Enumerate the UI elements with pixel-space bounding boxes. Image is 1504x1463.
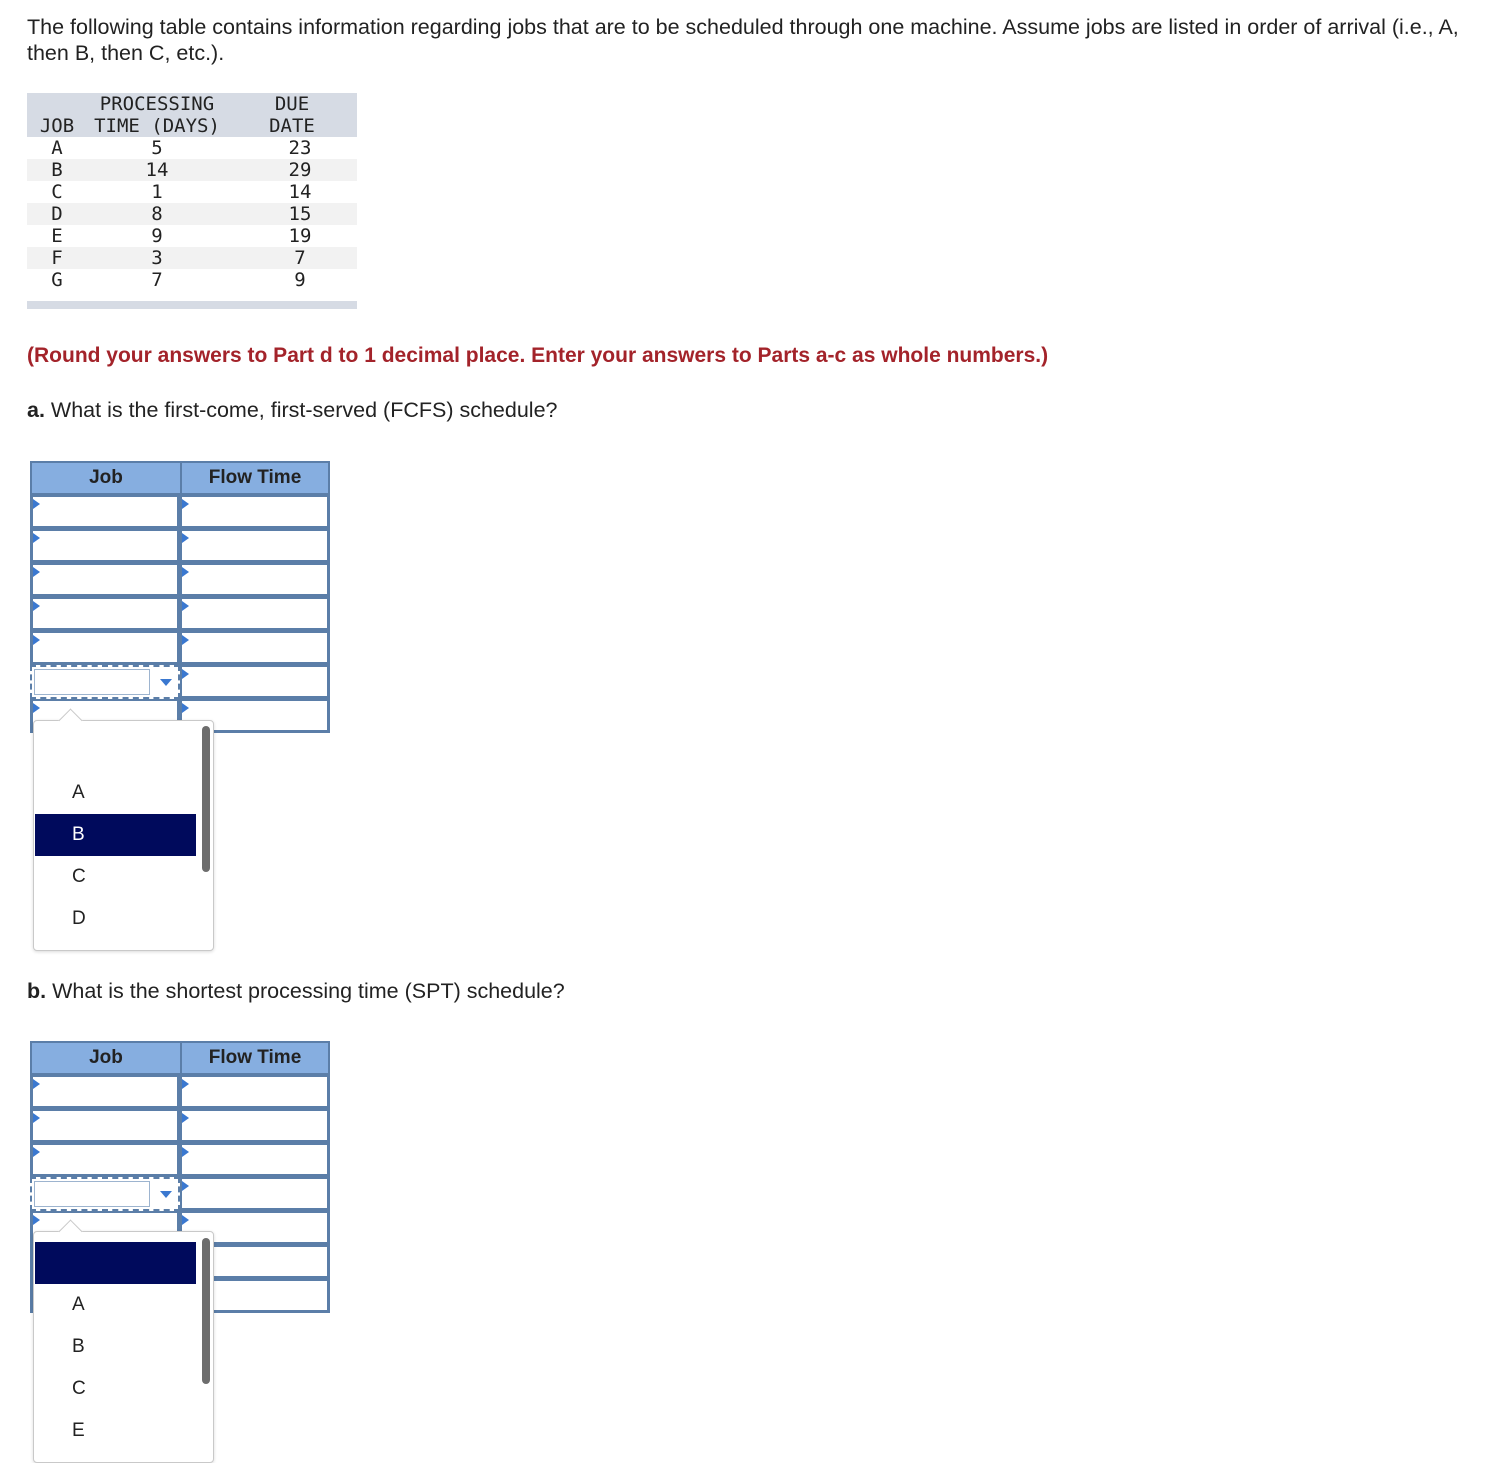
grid-row	[30, 563, 330, 597]
input-marker-icon	[182, 635, 189, 645]
question-a-label: a.	[27, 398, 45, 422]
input-marker-icon	[182, 1181, 189, 1191]
time-cell: 14	[87, 159, 227, 181]
grid-row	[30, 631, 330, 665]
dropdown-arrow-icon[interactable]	[160, 679, 172, 686]
due-cell: 19	[288, 225, 312, 247]
job-select-open[interactable]	[30, 665, 180, 699]
question-a-text: What is the first-come, first-served (FCFS) schedule?	[50, 398, 558, 422]
job-dropdown-list[interactable]	[33, 720, 214, 951]
flow-time-input[interactable]	[180, 1075, 330, 1109]
job-select[interactable]	[30, 1143, 180, 1177]
flow-time-input[interactable]	[180, 1109, 330, 1143]
job-cell: B	[27, 159, 87, 181]
grid-row	[30, 1143, 330, 1177]
question-b-text: What is the shortest processing time (SPT) schedule?	[52, 979, 565, 1003]
flow-time-input[interactable]	[180, 495, 330, 529]
job-cell: A	[51, 137, 63, 159]
grid-row	[30, 495, 330, 529]
table-row	[27, 225, 357, 247]
job-cell: G	[51, 269, 63, 291]
input-marker-icon	[182, 669, 189, 679]
job-cell: D	[27, 203, 87, 225]
scrollbar-thumb[interactable]	[202, 726, 210, 872]
table-row	[27, 247, 357, 269]
input-marker-icon	[182, 703, 189, 713]
table-row	[27, 181, 357, 203]
due-cell: 14	[288, 181, 312, 203]
time-cell: 8	[87, 203, 227, 225]
input-marker-icon	[182, 567, 189, 577]
dropdown-option[interactable]: B	[72, 1336, 85, 1357]
due-cell: 9	[294, 269, 306, 291]
input-marker-icon	[182, 1215, 189, 1225]
table-row	[27, 137, 357, 159]
grid-row	[30, 1177, 330, 1211]
job-select[interactable]	[30, 1109, 180, 1143]
grid-header-flow-time: Flow Time	[208, 467, 302, 488]
col-header-job: JOB	[27, 93, 87, 137]
job-cell: F	[27, 247, 87, 269]
job-select-open[interactable]	[30, 1177, 180, 1211]
dropdown-option-selected[interactable]: B	[35, 814, 196, 856]
flow-time-input[interactable]	[180, 1143, 330, 1177]
col-header-due-date: DUE DATE	[227, 93, 357, 137]
job-select[interactable]	[30, 597, 180, 631]
input-marker-icon	[33, 703, 40, 713]
input-marker-icon	[33, 567, 40, 577]
input-marker-icon	[182, 499, 189, 509]
input-marker-icon	[182, 1079, 189, 1089]
job-select[interactable]	[30, 1075, 180, 1109]
due-cell: 29	[227, 159, 357, 181]
job-select[interactable]	[30, 495, 180, 529]
col-header-processing-time: PROCESSING TIME (DAYS)	[87, 93, 227, 137]
due-cell: 15	[227, 203, 357, 225]
select-box[interactable]	[34, 1181, 150, 1207]
input-marker-icon	[33, 1079, 40, 1089]
dropdown-option[interactable]: A	[72, 1294, 85, 1315]
rounding-instruction: (Round your answers to Part d to 1 decimal place. Enter your answers to Parts a-c as whole numbers.)	[27, 344, 1049, 367]
grid-header	[30, 1041, 330, 1075]
flow-time-input[interactable]	[180, 1177, 330, 1211]
flow-time-input[interactable]	[180, 563, 330, 597]
time-cell: 7	[151, 269, 163, 291]
grid-row	[30, 597, 330, 631]
job-cell: E	[51, 225, 63, 247]
input-marker-icon	[33, 1215, 40, 1225]
input-marker-icon	[33, 1113, 40, 1123]
grid-header-job: Job	[32, 1043, 182, 1073]
time-cell: 5	[151, 137, 163, 159]
input-marker-icon	[33, 601, 40, 611]
question-b	[27, 979, 565, 1004]
grid-header	[30, 461, 330, 495]
input-marker-icon	[182, 1147, 189, 1157]
table-row	[27, 159, 357, 181]
time-cell: 9	[151, 225, 163, 247]
input-marker-icon	[33, 499, 40, 509]
intro-text: The following table contains information regarding jobs that are to be scheduled through one machine. Assume jobs are listed in order of arrival (i.e., A, then B, then C, etc.).	[27, 15, 1459, 65]
flow-time-input[interactable]	[180, 529, 330, 563]
question-a	[27, 398, 558, 423]
grid-row	[30, 1075, 330, 1109]
dropdown-option[interactable]: E	[72, 1420, 85, 1441]
flow-time-input[interactable]	[180, 631, 330, 665]
grid-row	[30, 665, 330, 699]
scrollbar-thumb[interactable]	[202, 1238, 210, 1384]
grid-row	[30, 1109, 330, 1143]
time-cell: 3	[87, 247, 227, 269]
job-select[interactable]	[30, 631, 180, 665]
dropdown-option[interactable]: A	[72, 782, 85, 803]
job-select[interactable]	[30, 563, 180, 597]
select-box[interactable]	[34, 669, 150, 695]
job-select[interactable]	[30, 529, 180, 563]
dropdown-option-selected[interactable]	[35, 1242, 196, 1284]
dropdown-option[interactable]: C	[72, 1378, 86, 1399]
grid-row	[30, 529, 330, 563]
grid-header-flow-time: Flow Time	[208, 1047, 302, 1068]
input-marker-icon	[33, 533, 40, 543]
input-marker-icon	[182, 601, 189, 611]
time-cell: 1	[151, 181, 163, 203]
dropdown-option[interactable]: C	[72, 866, 86, 887]
due-cell: 23	[288, 137, 312, 159]
job-dropdown-list[interactable]	[33, 1231, 214, 1463]
due-cell: 7	[227, 247, 357, 269]
table-footer-bar	[27, 301, 357, 309]
dropdown-option[interactable]: D	[72, 908, 86, 929]
input-marker-icon	[182, 533, 189, 543]
flow-time-input[interactable]	[180, 665, 330, 699]
table-row	[27, 269, 357, 291]
question-b-label: b.	[27, 979, 47, 1003]
job-cell: C	[51, 181, 63, 203]
dropdown-arrow-icon[interactable]	[160, 1191, 172, 1198]
job-data-table	[27, 93, 357, 309]
input-marker-icon	[33, 1147, 40, 1157]
input-marker-icon	[33, 635, 40, 645]
table-row	[27, 203, 357, 225]
grid-header-job: Job	[32, 463, 182, 493]
input-marker-icon	[182, 1113, 189, 1123]
flow-time-input[interactable]	[180, 597, 330, 631]
